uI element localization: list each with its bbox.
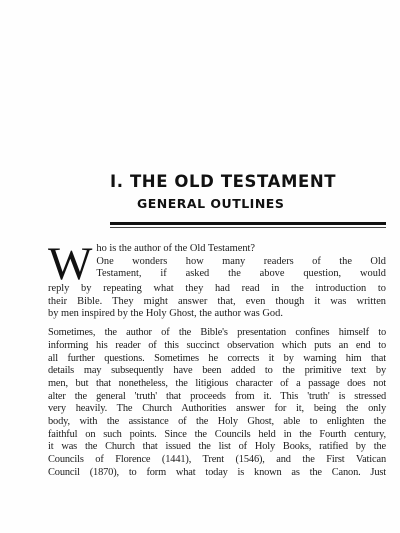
paragraph-line: details may subsequently have been added to the primitive text by <box>48 365 386 377</box>
paragraph-line: Council (1870), to form what today is known as the Canon. Just <box>48 466 386 478</box>
chapter-subtitle: GENERAL OUTLINES <box>137 196 285 211</box>
paragraph-line: their Bible. They might answer that, even though it was written <box>48 295 386 307</box>
paragraph-line: alter the general 'truth' that proceeds from it. This 'truth' is stressed <box>48 390 386 402</box>
chapter-title: I. THE OLD TESTAMENT <box>110 172 337 191</box>
paragraph-line: by men inspired by the Holy Ghost, the author was God. <box>48 308 283 320</box>
paragraph-line: Testament, if asked the above question, would <box>96 268 386 280</box>
paragraph-2 <box>48 327 386 479</box>
paragraph-line: Sometimes, the author of the Bible's presentation confines himself to <box>48 327 386 339</box>
paragraph-line: very heavily. The Church Authorities answer for it, being the only <box>48 403 386 415</box>
chapter-heading <box>110 172 380 212</box>
paragraph-line: One wonders how many readers of the Old <box>96 255 386 267</box>
heading-rule-thin <box>110 227 386 228</box>
paragraph-line: ho is the author of the Old Testament? <box>96 243 256 254</box>
paragraph-line: Councils of Florence (1441), Trent (1546), and the First Vatican <box>48 454 386 466</box>
paragraph-line: faithful on such points. Since the Councils held in the Fourth century, <box>48 428 386 440</box>
drop-cap: W <box>48 238 93 290</box>
paragraph-line: it was the Church that issued the list of Holy Books, ratified by the <box>48 441 386 453</box>
heading-rule-thick <box>110 222 386 225</box>
paragraph-line: men, but that nonetheless, the litigious character of a passage does not <box>48 377 386 389</box>
paragraph-1 <box>48 238 386 321</box>
paragraph-line: all further questions. Sometimes he corrects it by warning him that <box>48 352 386 364</box>
body-text <box>48 238 386 480</box>
paragraph-line: informing his reader of this succinct observation which puts an end to <box>48 339 386 351</box>
paragraph-line: body, with the assistance of the Holy Ghost, able to enlighten the <box>48 416 386 428</box>
paragraph-line: reply by repeating what they had read in the introduction to <box>48 283 386 294</box>
